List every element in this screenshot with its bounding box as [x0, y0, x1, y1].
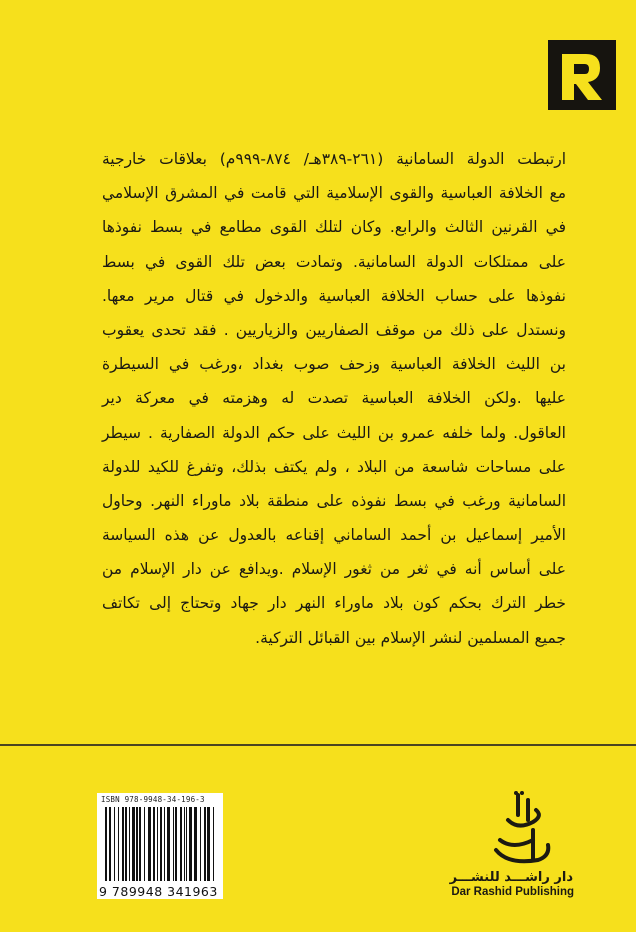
blurb-line: السامانية ورغب في بسط نفوذه على منطقة بلاد ماوراء النهر. وحاول — [102, 491, 566, 510]
barcode-bar — [125, 807, 127, 881]
barcode-bar — [129, 807, 130, 881]
barcode-bar — [105, 807, 107, 881]
blurb-line: خطر الترك بحكم كون بلاد ماوراء النهر دار جهاد وتحتاج إلى تكاتف — [102, 594, 566, 613]
barcode-bar — [118, 807, 119, 881]
blurb-line: نفوذها على حساب الخلافة العباسية والدخول في قتال مرير معها. — [102, 286, 566, 305]
barcode-bar — [139, 807, 141, 881]
publisher-name-arabic: دار راشـــد للنشـــر — [449, 870, 573, 885]
barcode-bar — [167, 807, 170, 881]
barcode-bar — [153, 807, 155, 881]
barcode-digits: 9 789948 341963 — [99, 884, 218, 899]
barcode-bar — [180, 807, 182, 881]
barcode-bar — [200, 807, 201, 881]
blurb-line: العاقول. ولما خلفه عمرو بن الليث على حكم الدولة الصفارية . سيطر — [102, 423, 566, 442]
barcode-bars — [105, 807, 217, 881]
blurb-line: ارتبطت الدولة السامانية (٢٦١-٣٨٩هـ/ ٨٧٤-٩٩٩م) بعلاقات خارجية — [102, 150, 567, 168]
barcode-bar — [194, 807, 197, 881]
barcode-bar — [144, 807, 145, 881]
dar-rashid-calligraphy-icon — [488, 790, 558, 870]
barcode-bar — [184, 807, 185, 881]
barcode-bar — [173, 807, 174, 881]
blurb-line: في القرنين الثالث والرابع. وكان لتلك القوى مطامع في بسط نفوذها — [102, 218, 566, 237]
blurb-line: عليها .ولكن الخلافة العباسية تصدت له وهزمته في معركة دير — [102, 389, 566, 408]
r-letter-icon — [558, 48, 606, 102]
barcode-bar — [136, 807, 138, 881]
barcode-bar — [132, 807, 135, 881]
barcode-bar — [204, 807, 206, 881]
barcode-bar — [157, 807, 158, 881]
barcode-bar — [175, 807, 177, 881]
barcode-bar — [160, 807, 162, 881]
barcode-bar — [148, 807, 151, 881]
barcode-bar — [164, 807, 165, 881]
barcode-bar — [213, 807, 214, 881]
barcode-bar — [186, 807, 187, 881]
divider-line — [0, 744, 636, 746]
back-cover-blurb — [102, 142, 566, 655]
publisher-logo — [448, 790, 578, 902]
blurb-line: ونستدل على ذلك من موقف الصفاريين والزياريين . فقد تحدى يعقوب — [102, 320, 566, 339]
blurb-line: مع الخلافة العباسية والقوى الإسلامية التي قامت في المشرق الإسلامي — [102, 184, 566, 203]
publisher-r-logo — [548, 40, 616, 110]
barcode-bar — [122, 807, 124, 881]
barcode-bar — [114, 807, 115, 881]
blurb-line: على مساحات شاسعة من البلاد ، ولم يكتف بذلك، وتفرغ للكيد للدولة — [102, 457, 566, 476]
barcode-bar — [109, 807, 111, 881]
isbn-label: ISBN 978-9948-34-196-3 — [101, 795, 205, 804]
publisher-name-english: Dar Rashid Publishing — [451, 886, 574, 898]
barcode-bar — [207, 807, 210, 881]
barcode-bar — [189, 807, 192, 881]
isbn-barcode — [97, 793, 223, 899]
blurb-line: الأمير إسماعيل بن أحمد الساماني إقناعه بالعدول عن هذه السياسة — [102, 526, 566, 545]
blurb-line: جميع المسلمين لنشر الإسلام بين القبائل التركية. — [255, 628, 566, 647]
blurb-line: على ممتلكات الدولة السامانية. وتمادت بعض تلك القوى في بسط — [102, 252, 566, 271]
blurb-line: على أساس أنه في ثغر من ثغور الإسلام .ويدافع عن دار الإسلام من — [102, 560, 566, 579]
blurb-line: بن الليث الخلافة العباسية وزحف صوب بغداد ،ورغب في السيطرة — [102, 355, 566, 374]
